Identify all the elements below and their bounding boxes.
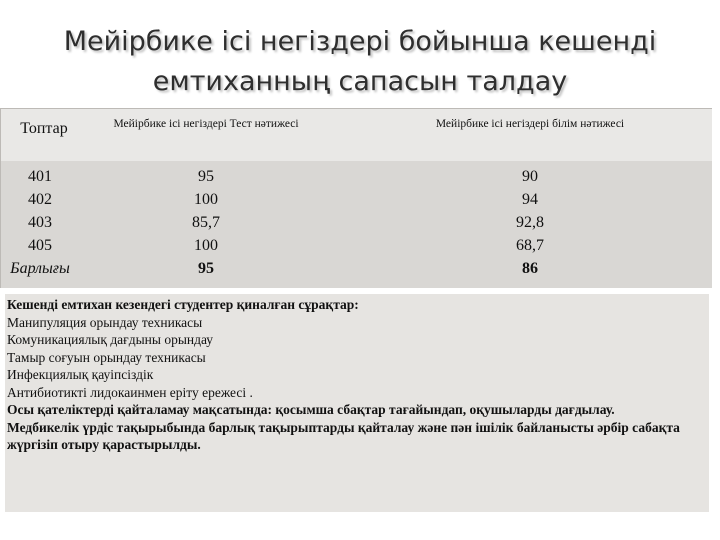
cell-group: 402: [28, 191, 52, 208]
table-row: [0, 234, 712, 257]
slide-title-line-2: емтиханның сапасын талдау: [152, 66, 568, 97]
table-left-border: [0, 108, 1, 288]
cell-knowledge-result: 90: [522, 168, 538, 185]
header-knowledge-results: Мейірбике ісі негіздері білім нәтижесі: [435, 118, 625, 130]
cell-test-result: 95: [198, 168, 214, 185]
cell-group: 401: [28, 168, 52, 185]
cell-knowledge-result: 94: [522, 191, 538, 208]
cell-group: 405: [28, 237, 52, 254]
slide-title: [40, 22, 680, 102]
table-total-row: [0, 257, 712, 280]
notes-paragraph-1: Осы қателіктерді қайталамау мақсатында: қосымша сбақтар тағайындап, оқушыларды дағдылау.: [7, 402, 615, 417]
list-item: Тамыр соғуын орындау техникасы: [7, 349, 206, 365]
results-table: [0, 108, 712, 288]
notes-panel: [5, 294, 709, 512]
header-test-results: Мейірбике ісі негіздері Тест нәтижесі: [113, 118, 299, 130]
table-row: [0, 188, 712, 211]
notes-paragraph-2: Медбикелік үрдіс тақырыбында барлық тақырыптарды қайталау және пән ішілік байланысты әрбір сабақта жүргізіп отыру қарастырылды.: [7, 419, 680, 452]
list-item: Антибиотикті лидокаинмен еріту ережесі .: [7, 384, 253, 400]
notes-heading: Кешенді емтихан кезендегі студентер қиналған сұрақтар:: [7, 297, 359, 312]
cell-test-result: 100: [194, 191, 218, 208]
table-body: [0, 165, 712, 280]
cell-total-test-result: 95: [198, 260, 214, 277]
cell-total-knowledge-result: 86: [522, 260, 538, 277]
slide-title-line-1: Мейірбике ісі негіздері бойынша кешенді: [63, 26, 657, 57]
list-item: Манипуляция орындау техникасы: [7, 314, 203, 330]
header-groups: Топтар: [20, 120, 68, 137]
list-item: Комуникациялық дағдыны орындау: [7, 332, 214, 347]
cell-knowledge-result: 68,7: [516, 237, 544, 254]
cell-test-result: 100: [194, 237, 218, 254]
cell-group: 403: [28, 214, 52, 231]
cell-knowledge-result: 92,8: [516, 214, 544, 231]
cell-total-label: Барлығы: [10, 260, 70, 277]
list-item: Инфекциялық қауіпсіздік: [7, 367, 154, 382]
cell-test-result: 85,7: [192, 214, 220, 231]
table-row: [0, 165, 712, 188]
table-row: [0, 211, 712, 234]
table-header-row: [0, 108, 712, 161]
